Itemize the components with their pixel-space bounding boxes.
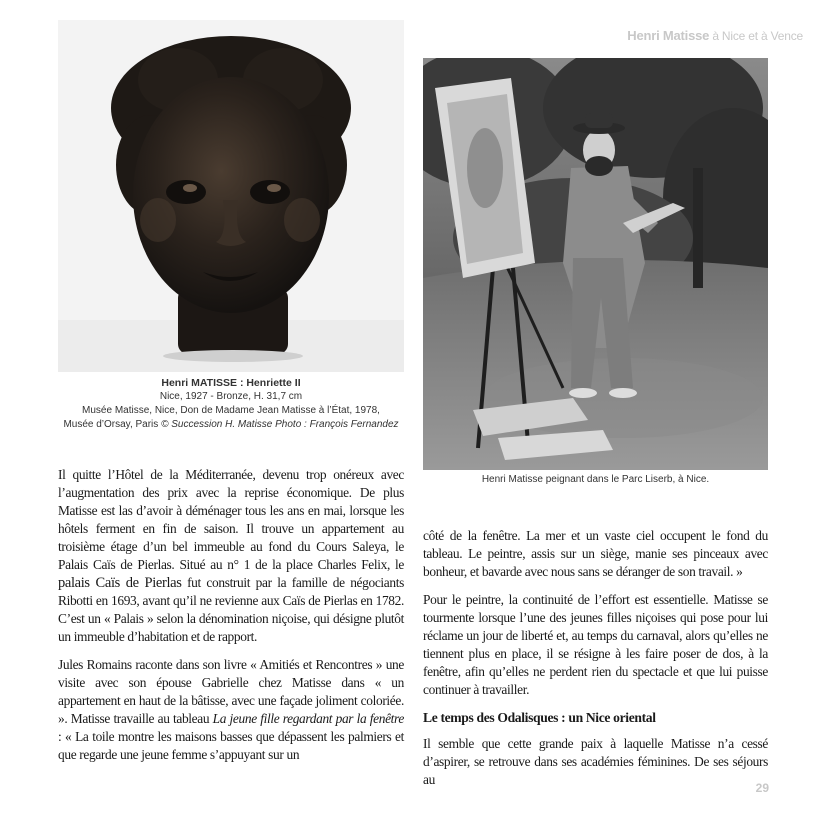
matisse-painting-photo — [423, 58, 768, 470]
right-text-column — [423, 527, 768, 799]
left-text-column — [58, 466, 404, 774]
paragraph-emphasis: palais Caïs de Pierlas — [58, 575, 182, 591]
caption-credit: © Succession H. Matisse Photo : François Fernandez — [161, 419, 399, 430]
paragraph-text: Il quitte l’Hôtel de la Méditerranée, devenu trop onéreux avec l’augmentation des prix avec la reprise économique. De plus Matisse est las d’avoir à déménager tous les ans en mai, lorsque les hôtels ferment en fin de saison. Il trouve un appartement au troisième étage d’un bel immeuble au fond du Cours Saleya, le Palais Caïs de Pierlas. Situé au n° 1 de la place Charles Felix, le — [58, 467, 404, 572]
artwork-title: La jeune fille regardant par la fenêtre — [212, 711, 405, 726]
paragraph: Il semble que cette grande paix à laquelle Matisse n’a cessé d’aspirer, se retrouve dans ses académies féminines. De ses séjours au — [423, 736, 768, 787]
caption-line: Musée Matisse, Nice, Don de Madame Jean Matisse à l’État, 1978, — [82, 405, 380, 416]
header-rest: à Nice et à Vence — [712, 29, 803, 43]
caption-line: Nice, 1927 - Bronze, H. 31,7 cm — [159, 391, 303, 402]
paragraph: Pour le peintre, la continuité de l’effort est essentielle. Matisse se tourmente lorsque l’une des jeunes filles niçoises qui pose pour lui réclame un jour de liberté et, au temps du carnaval, alors qu’elles ne tiennent plus en place, il se résigne à les faire poser de dos, à la fenêtre, afin qu’elles ne perdent rien du spectacle et que lui puisse continuer à travailler. — [423, 592, 768, 697]
paragraph: côté de la fenêtre. La mer et un vaste ciel occupent le fond du tableau. Le peintre, assis sur un siège, manie ses pinceaux avec bonheur, et bavarde avec nous sans se déranger de son travail. » — [423, 528, 768, 579]
header-name: Henri Matisse — [627, 28, 710, 43]
caption-museum: Musée d’Orsay, Paris — [63, 419, 162, 430]
paragraph-text: : « La toile montre les maisons basses que dépassent les palmiers et que regarde une jeune femme s’appuyant sur un — [58, 729, 404, 762]
caption-line — [58, 418, 404, 432]
painter-photo-caption: Henri Matisse peignant dans le Parc Liserb, à Nice. — [481, 474, 710, 485]
caption-title: Henri MATISSE : Henriette II — [161, 377, 301, 389]
paragraph — [58, 656, 404, 764]
paragraph-text: Jules Romains raconte dans son livre « Amitiés et Rencontres » une visite avec son épouse Gabrielle chez Matisse dans « un appartement en haut de la bâtisse, avec une façade joliment coloriée. ». Matisse travaille au tableau — [58, 657, 404, 726]
running-header — [627, 28, 803, 43]
bronze-head-caption — [58, 376, 404, 432]
page-number: 29 — [755, 781, 769, 795]
section-heading: Le temps des Odalisques : un Nice oriental — [423, 710, 656, 725]
paragraph-text: fut construit par la famille de négociants Ribotti en 1693, avant qu’il ne revienne aux Caïs de Pierlas en 1782. C’est un « Palais » selon la dénomination niçoise, qui désigne plutôt un immeuble d’habitation et de rapport. — [58, 575, 404, 644]
paragraph — [58, 466, 404, 646]
bronze-head-photo — [58, 20, 404, 372]
